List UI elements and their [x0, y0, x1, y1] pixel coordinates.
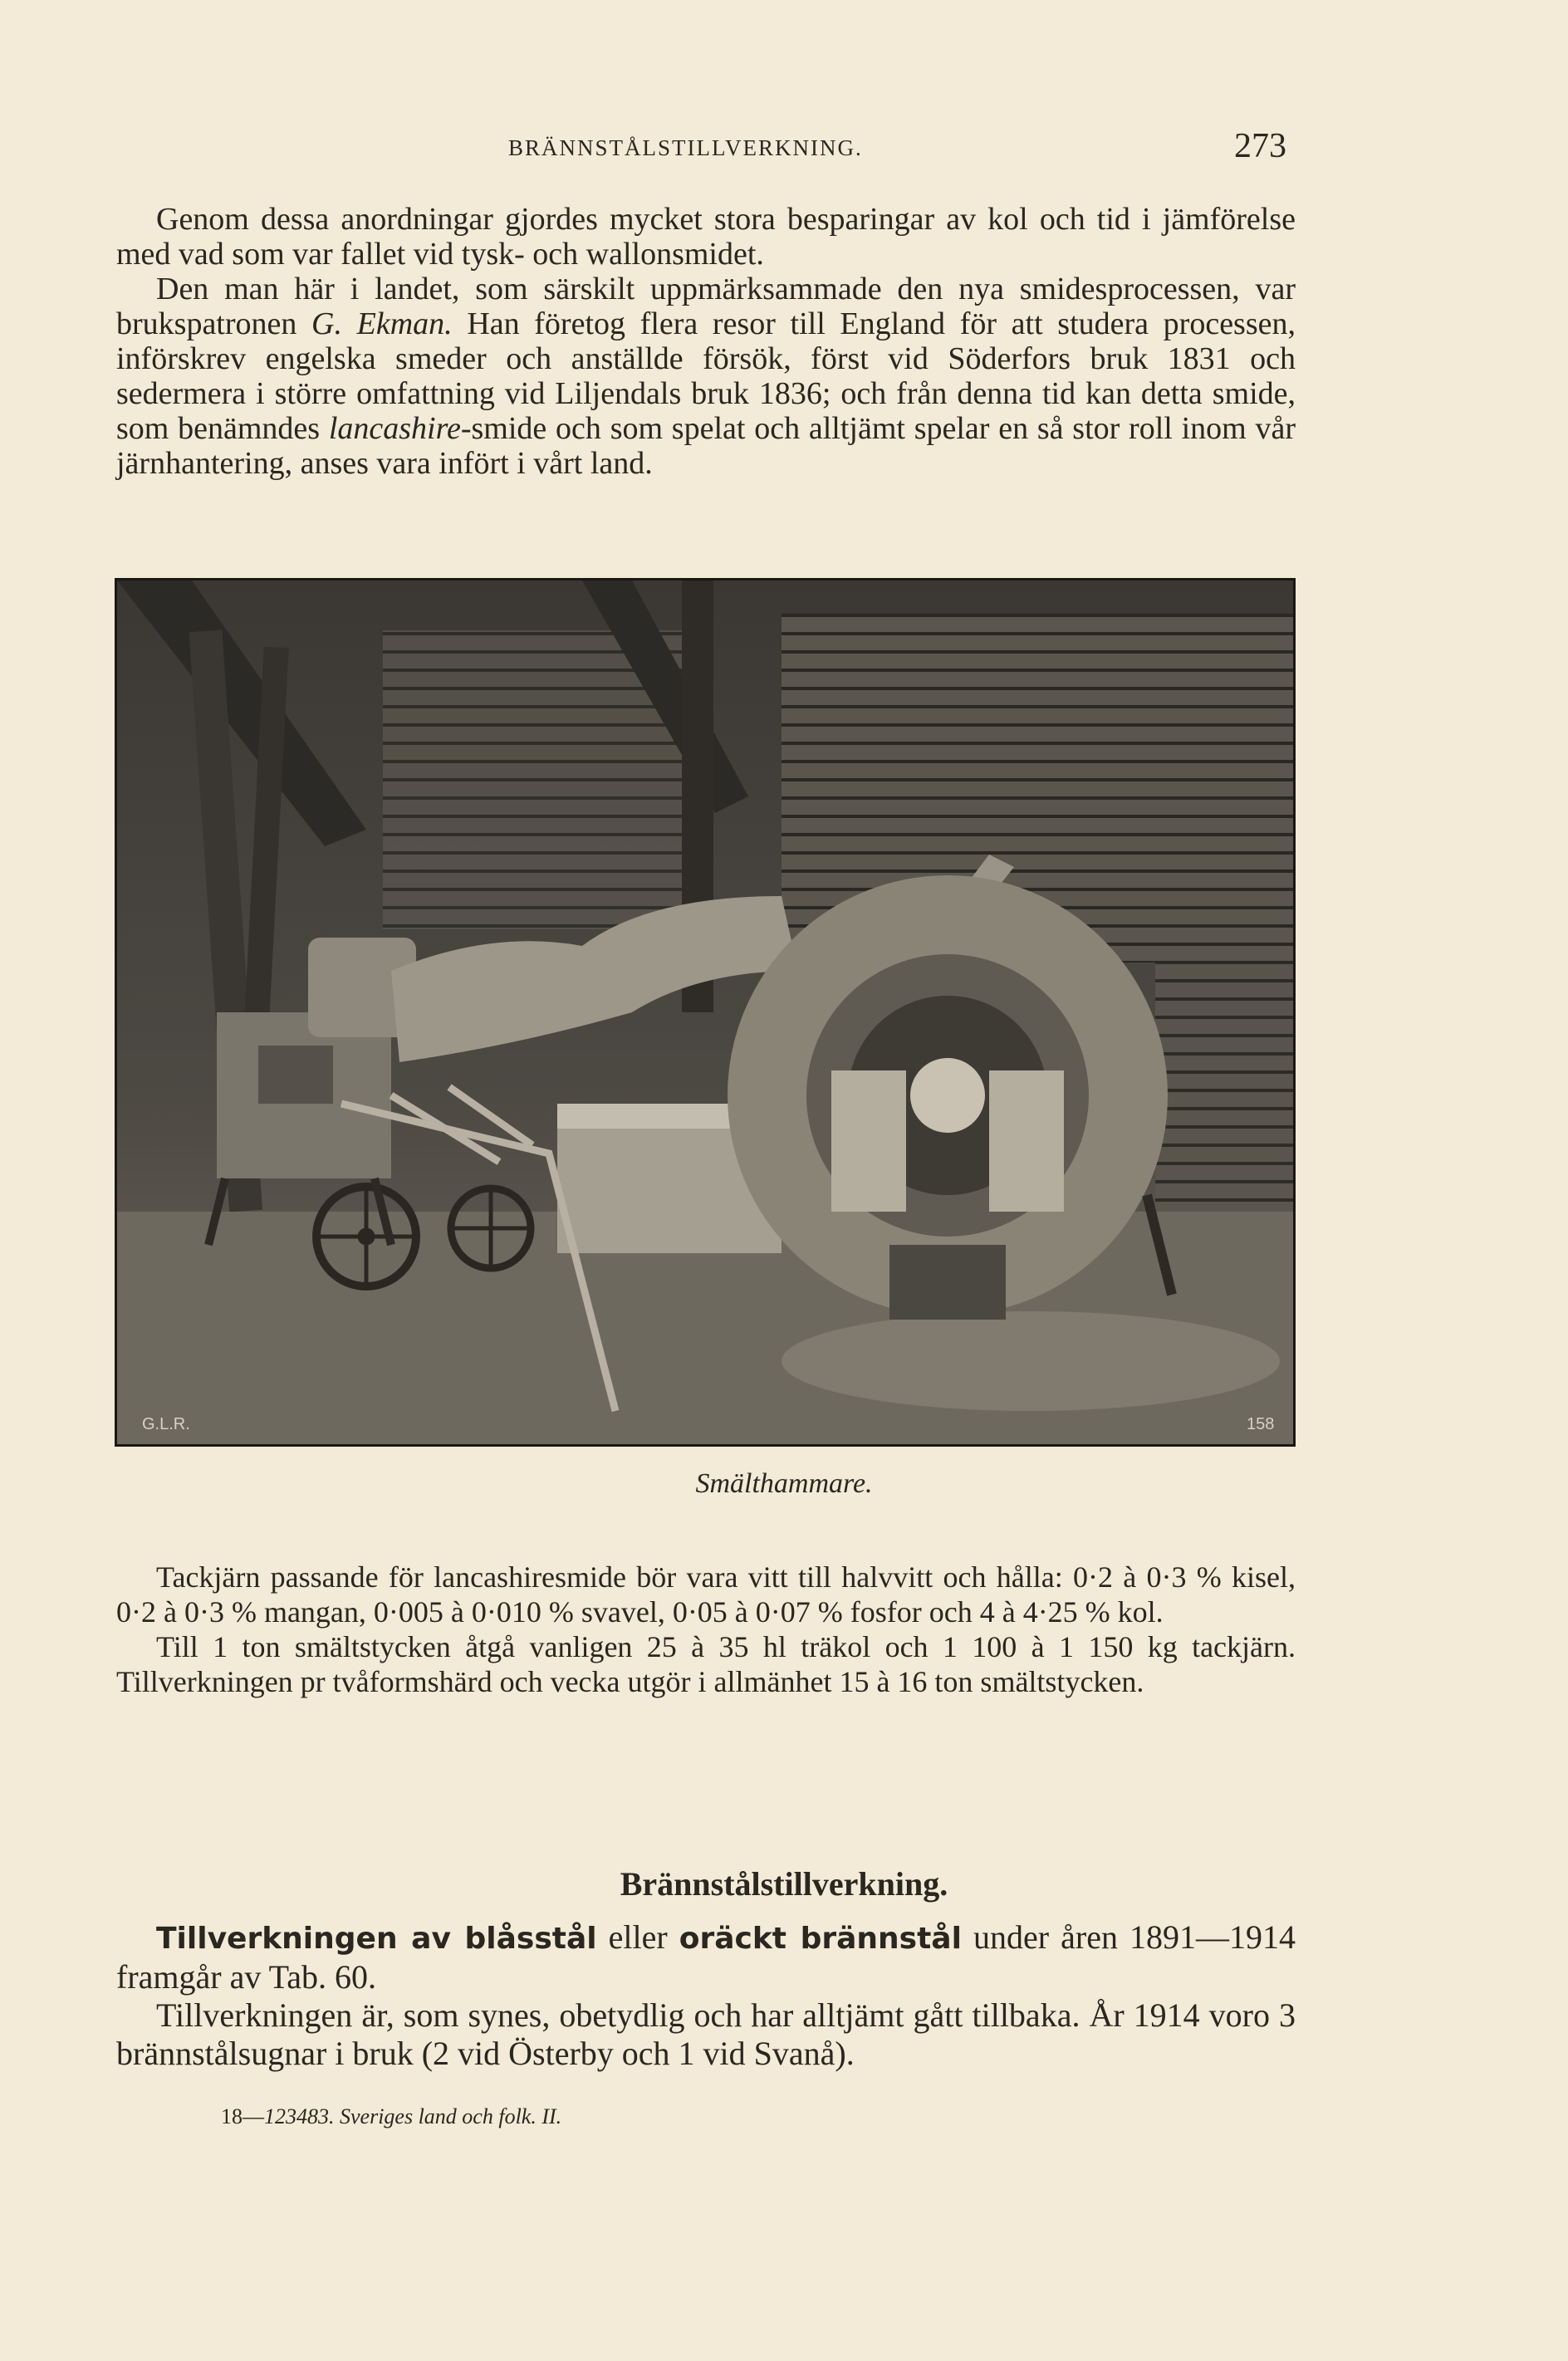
bold-term-brannstal: oräckt brännstål [679, 1922, 962, 1956]
bold-term-blasstal: Tillverkningen av blåsstål [156, 1922, 597, 1956]
plate-number: 158 [1247, 1415, 1275, 1433]
photo-illustration [117, 580, 1293, 1444]
paragraph-savings: Genom dessa anordningar gjordes mycket stora besparingar av kol och tid i jämförelse med vad som var fallet vid tysk- och wallonsmidet. [116, 202, 1296, 272]
hammer-photograph [115, 578, 1296, 1447]
composition-text-block [116, 1560, 1296, 1699]
engraver-mark: G.L.R. [142, 1415, 190, 1433]
section-text-block [116, 1918, 1296, 2073]
paragraph-production: Tillverkningen av blåsstål eller oräckt brännstål under åren 1891—1914 framgår av Tab. 60. [116, 1918, 1296, 1996]
printer-footer [221, 2104, 561, 2129]
running-head: BRÄNNSTÅLSTILLVERKNING. [508, 135, 863, 160]
page-number: 273 [1234, 127, 1286, 165]
plank-wall-lower [1155, 830, 1293, 1228]
intro-text-block [116, 202, 1296, 481]
paragraph-furnaces: Tillverkningen är, som synes, obetydlig och har alltjämt gått tillbaka. År 1914 voro 3 brännstålsugnar i bruk (2 vid Österby och 1 vid Svanå). [116, 1996, 1296, 2072]
signature-number: 18— [221, 2104, 264, 2128]
figure-caption: Smälthammare. [695, 1468, 873, 1499]
section-heading: Brännstålstillverkning. [620, 1865, 948, 1903]
paragraph-ekman: Den man här i landet, som särskilt uppmärksammade den nya smidesprocessen, var brukspatronen G. Ekman. Han företog flera resor till England för att studera processen, införskrev engelska smeder och anställde försök, först vid Söderfors bruk 1831 och sedermera i större omfattning vid Liljendals bruk 1836; och från denna tid kan detta smide, som benämndes lancashire-smide och som spelat och alltjämt spelar en så stor roll inom vår järnhantering, anses vara infört i vårt land. [116, 272, 1296, 481]
book-reference: 123483. Sveriges land och folk. II. [264, 2104, 562, 2128]
paragraph-pig-iron: Tackjärn passande för lancashiresmide bör vara vitt till halvvitt och hålla: 0·2 à 0·3 % kisel, 0·2 à 0·3 % mangan, 0·005 à 0·010 % svavel, 0·05 à 0·07 % fosfor och 4 à 4·25 % kol. [116, 1560, 1296, 1629]
person-name: G. Ekman. [311, 306, 453, 341]
paragraph-charcoal: Till 1 ton smältstycken åtgå vanligen 25 à 35 hl träkol och 1 100 à 1 150 kg tackjärn. Tillverkningen pr tvåformshärd och vecka utgör i allmänhet 15 à 16 ton smältstycken. [116, 1630, 1296, 1698]
lancashire-term: lancashire [328, 411, 461, 446]
